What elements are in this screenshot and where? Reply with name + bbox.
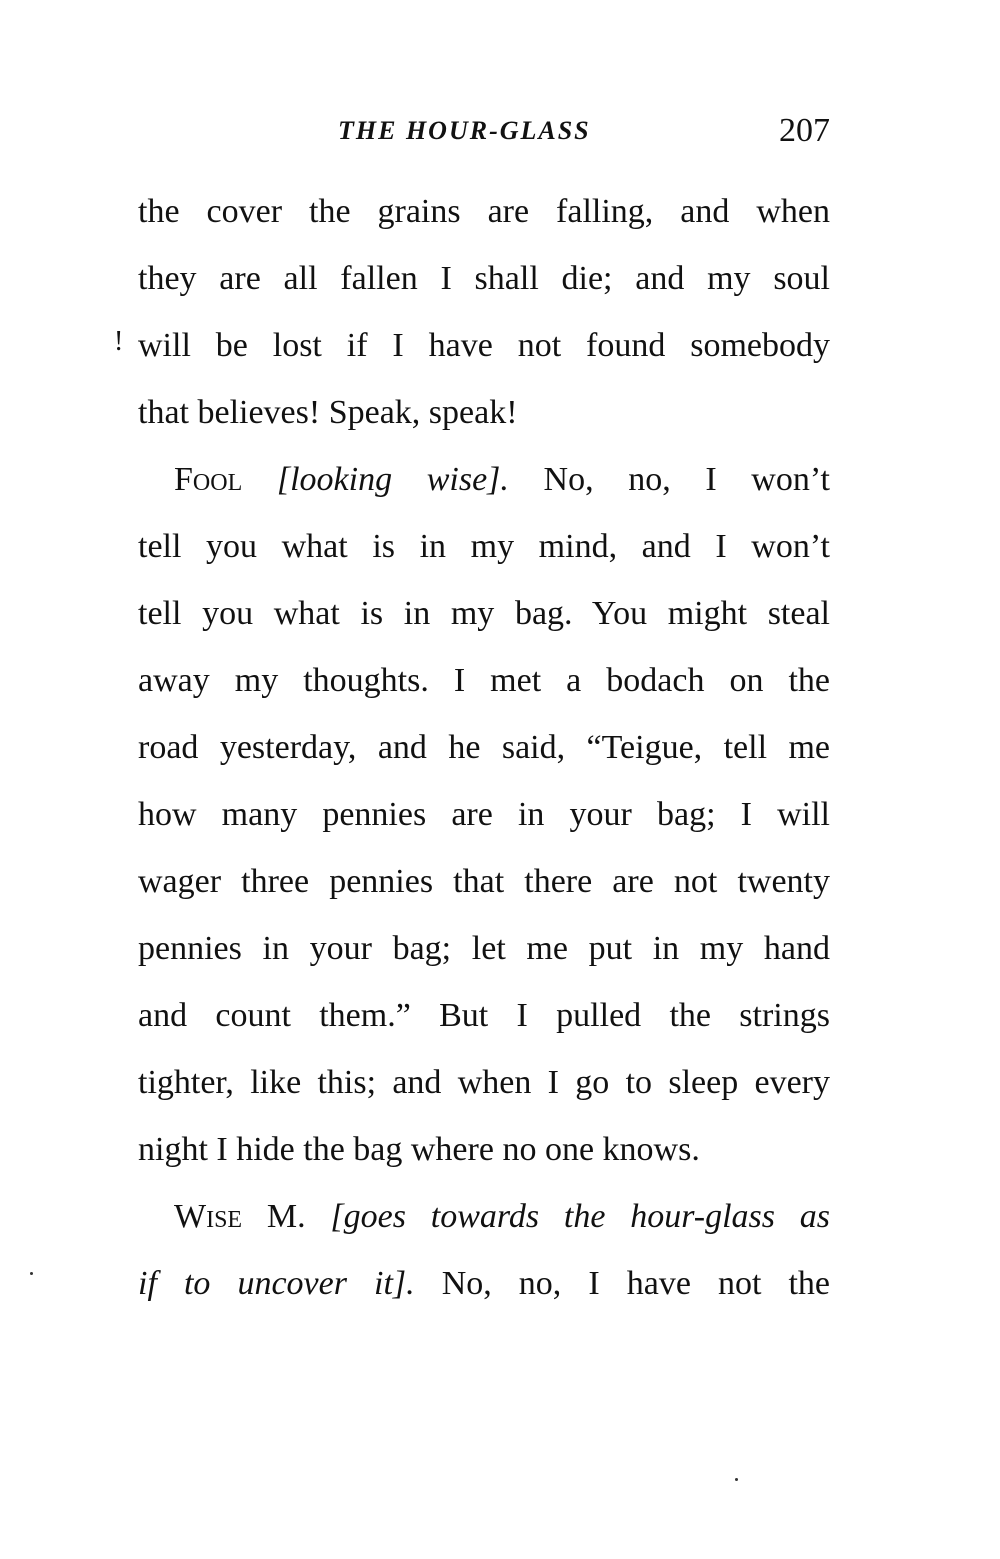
text-line: tighter, like this; and when I go to sleep every — [138, 1064, 830, 1101]
speech-text: No, no, I have not the — [414, 1265, 831, 1302]
fool-speech-line — [138, 446, 830, 513]
page-number: 207 — [779, 112, 830, 149]
print-speck — [30, 1272, 33, 1275]
wise-speech-line-continued — [138, 1250, 830, 1317]
body-text — [138, 178, 830, 1317]
speaker-fool: Fool — [174, 461, 243, 498]
text-line: how many pennies are in your bag; I will — [138, 796, 830, 833]
text-line: will be lost if I have not found somebody — [138, 327, 830, 364]
wise-speech-line — [138, 1183, 830, 1250]
text-line: tell you what is in my mind, and I won’t — [138, 528, 830, 565]
speaker-suffix: M. — [242, 1198, 306, 1235]
text-line: pennies in your bag; let me put in my hand — [138, 930, 830, 967]
stage-direction: [goes towards the hour-glass as — [305, 1198, 830, 1235]
text-line: wager three pennies that there are not twenty — [138, 863, 830, 900]
text-line: tell you what is in my bag. You might steal — [138, 595, 830, 632]
stage-direction: if to uncover it]. — [138, 1265, 415, 1302]
text-line: they are all fallen I shall die; and my soul — [138, 260, 830, 297]
text-line: night I hide the bag where no one knows. — [138, 1131, 700, 1168]
text-line: away my thoughts. I met a bodach on the — [138, 662, 830, 699]
stage-direction: [looking wise]. — [276, 461, 509, 498]
speaker-wise: Wise — [174, 1198, 243, 1235]
print-speck — [735, 1478, 738, 1481]
text-line: the cover the grains are falling, and when — [138, 193, 830, 230]
margin-mark: ! — [114, 326, 124, 357]
text-line: and count them.” But I pulled the strings — [138, 997, 830, 1034]
running-title: THE HOUR-GLASS — [338, 116, 591, 145]
running-header — [138, 112, 830, 156]
text-line: that believes! Speak, speak! — [138, 394, 518, 431]
text-line: road yesterday, and he said, “Teigue, tell me — [138, 729, 830, 766]
speech-text: No, no, I won’t — [508, 461, 831, 498]
